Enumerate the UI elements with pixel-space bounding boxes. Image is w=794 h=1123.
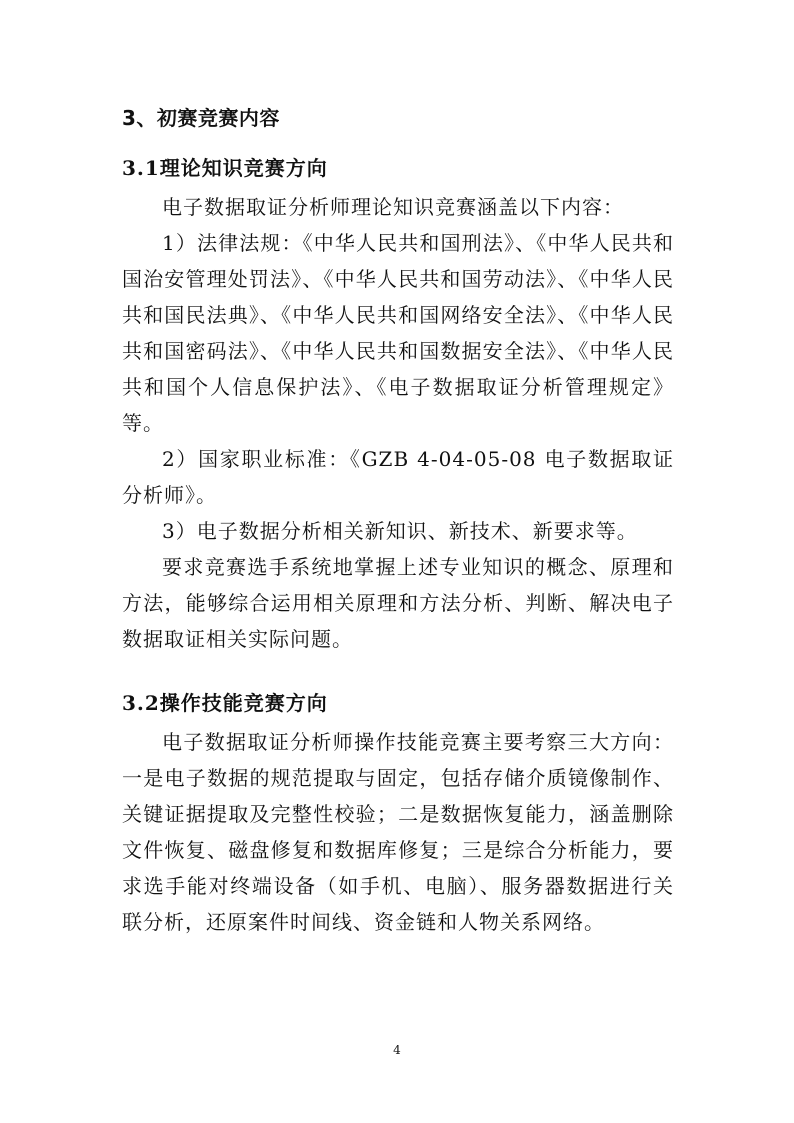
page-number: 4 bbox=[393, 1043, 401, 1057]
skills-subsection-title: 3.2操作技能竞赛方向 bbox=[122, 691, 328, 715]
theory-content bbox=[122, 189, 674, 657]
skills-content bbox=[122, 724, 674, 940]
section-title: 3、初赛竞赛内容 bbox=[122, 106, 280, 130]
requirement-paragraph: 要求竞赛选手系统地掌握上述专业知识的概念、原理和方法，能够综合运用相关原理和方法分析、判断、解决电子数据取证相关实际问题。 bbox=[122, 555, 674, 651]
laws-paragraph: 1）法律法规：《中华人民共和国刑法》、《中华人民共和国治安管理处罚法》、《中华人民共和国劳动法》、《中华人民共和国民法典》、《中华人民共和国网络安全法》、《中华人民共和国密码法》、《中华人民共和国数据安全法》、《中华人民共和国个人信息保护法》、《电子数据取证分析管理规定》等。 bbox=[122, 231, 674, 435]
standard-paragraph: 2）国家职业标准：《GZB 4-04-05-08 电子数据取证分析师》。 bbox=[122, 447, 674, 507]
skills-paragraph: 电子数据取证分析师操作技能竞赛主要考察三大方向：一是电子数据的规范提取与固定，包括存储介质镜像制作、关键证据提取及完整性校验；二是数据恢复能力，涵盖删除文件恢复、磁盘修复和数据库修复；三是综合分析能力，要求选手能对终端设备（如手机、电脑）、服务器数据进行关联分析，还原案件时间线、资金链和人物关系网络。 bbox=[122, 730, 674, 934]
new-knowledge-paragraph: 3）电子数据分析相关新知识、新技术、新要求等。 bbox=[162, 519, 638, 543]
theory-subsection-title: 3.1理论知识竞赛方向 bbox=[122, 156, 328, 180]
theory-intro-paragraph: 电子数据取证分析师理论知识竞赛涵盖以下内容： bbox=[162, 195, 624, 219]
